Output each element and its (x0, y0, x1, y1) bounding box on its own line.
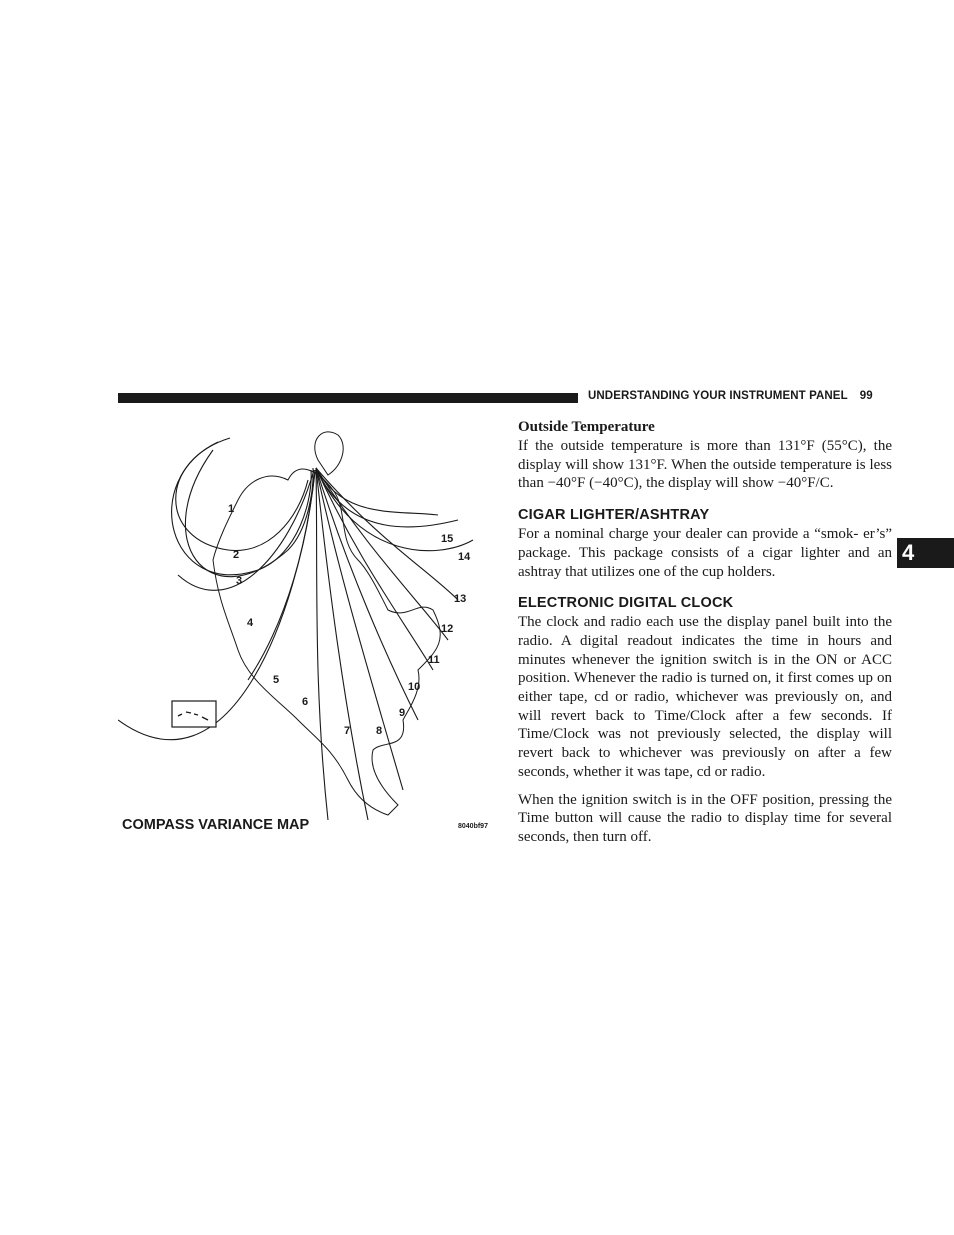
zone-line-6 (118, 472, 315, 740)
paragraph-digital-clock-1: The clock and radio each use the display panel built into the radio. A digital readout indicates the time in hours and minutes whenever the ignition switch is in the ON or ACC position. Whenever the radio is turned on, it first comes up on either tape, cd or radio, whichever was previously on, and will revert back to Time/Clock after a few seconds. If Time/Clock was not previously selected, the display will revert back to whichever was previously on after a few seconds, whether it was tape, cd or radio. (518, 614, 892, 780)
greenland-outline (315, 432, 343, 475)
zone-line-13 (316, 468, 458, 600)
zone-label-6: 6 (302, 696, 309, 708)
running-header (588, 390, 893, 402)
north-america-outline (213, 469, 440, 815)
heading-cigar-lighter: CIGAR LIGHTER/ASHTRAY (518, 507, 710, 524)
zone-label-7: 7 (344, 725, 351, 737)
zone-label-5: 5 (273, 674, 280, 686)
zone-label-13: 13 (454, 593, 467, 605)
compass-variance-map (118, 420, 490, 820)
zone-label-10: 10 (408, 681, 421, 693)
zone-label-1: 1 (228, 503, 235, 515)
heading-digital-clock: ELECTRONIC DIGITAL CLOCK (518, 595, 734, 612)
header-section-title: UNDERSTANDING YOUR INSTRUMENT PANEL (588, 390, 848, 402)
compass-variance-figure (118, 420, 490, 835)
zone-label-12: 12 (441, 623, 454, 635)
zone-label-3: 3 (236, 575, 243, 587)
paragraph-cigar-lighter: For a nominal charge your dealer can provide a “smok- er’s” package. This package consists of a cigar lighter and an ashtray that utilizes one of the cup holders. (518, 526, 892, 580)
paragraph-digital-clock-2: When the ignition switch is in the OFF position, pressing the Time button will cause the radio to display time for several seconds, then turn off. (518, 791, 892, 845)
zone-label-11: 11 (428, 654, 440, 666)
heading-outside-temperature: Outside Temperature (518, 419, 655, 435)
zone-label-15: 15 (441, 533, 454, 545)
zone-label-9: 9 (399, 707, 406, 719)
header-rule (118, 393, 578, 403)
zone-label-4: 4 (247, 617, 254, 629)
zone-label-8: 8 (376, 725, 383, 737)
figure-code: 8040bf97 (458, 823, 488, 830)
zone-label-2: 2 (233, 549, 240, 561)
text-column (518, 417, 892, 847)
paragraph-outside-temperature: If the outside temperature is more than 131°F (55°C), the display will show 131°F. When the outside temperature is less than −40°F (−40°C), the display will show −40°F/C. (518, 438, 892, 492)
zone-label-14: 14 (458, 551, 471, 563)
zone-line-5 (248, 470, 315, 680)
chapter-tab: 4 (897, 538, 954, 568)
page-number: 99 (859, 390, 873, 402)
figure-caption: COMPASS VARIANCE MAP (122, 817, 310, 833)
